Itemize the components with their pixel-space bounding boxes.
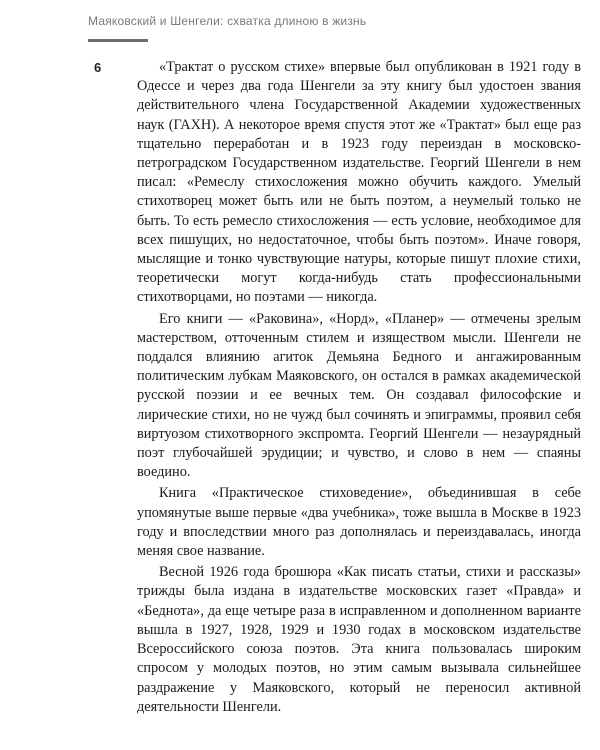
paragraph-2: Его книги — «Раковина», «Норд», «Планер» — отмечены зрелым мастерством, отточенным стилем и изяществом мысли. Шенгели не поддался влиянию агиток Демьяна Бедного и ангажированным политическим лубкам Маяковского, он остался в рамках академической русской поэзии и ее вечных тем. Он создавал философские и лирические стихи, но не чужд был сочинять и эпиграммы, проявил себя виртуозом стихотворного экспромта. Георгий Шенгели — незаурядный поэт глубочайшей эрудиции; и чувство, и слово в нем — спаяны воедино. bbox=[137, 310, 581, 481]
header-rule bbox=[88, 39, 148, 42]
page-number: 6 bbox=[94, 60, 102, 75]
running-head: Маяковский и Шенгели: схватка длиною в жизнь bbox=[88, 14, 367, 28]
paragraph-4: Весной 1926 года брошюра «Как писать статьи, стихи и рассказы» трижды была издана в издательстве московских газет «Правда» и «Беднота», да еще четыре раза в исправленном и дополненном варианте вышла в 1927, 1928, 1929 и 1930 годах в московском издательстве Всероссийского союза поэтов. Эта книга пользовалась широким спросом у молодых поэтов, но этим самым вызывала сильнейшее раздражение у Маяковского, который не переносил активной деятельности Шенгели. bbox=[137, 564, 581, 715]
page-body bbox=[137, 58, 581, 719]
paragraph-3: Книга «Практическое стиховедение», объединившая в себе упомянутые выше первые «два учебника», тоже вышла в Москве в 1923 году и впоследствии много раз дополнялась и переиздавалась, иногда меняя свое название. bbox=[137, 485, 581, 560]
paragraph-1: «Трактат о русском стихе» впервые был опубликован в 1921 году в Одессе и через два года Шенгели за эту книгу был удостоен звания действительного члена Государственной Академии художественных наук (ГАХН). А некоторое время спустя этот же «Трактат» был еще раз тщательно переработан и в 1923 году переиздан в московско-петроградском Государственном издательстве. Георгий Шенгели в нем писал: «Ремеслу стихосложения можно обучить каждого. Умелый стихотворец может быть или не быть поэтом, а неумелый только не быть. То есть ремесло стихосложения — есть условие, необходимое для всех пишущих, но недостаточное, чтобы быть поэтом». Иначе говоря, мыслящие и тонко чувствующие натуры, которые пишут плохие стихи, теоретически могут когда-нибудь стать профессиональными стихотворцами, но поэтами — никогда. bbox=[137, 59, 581, 306]
